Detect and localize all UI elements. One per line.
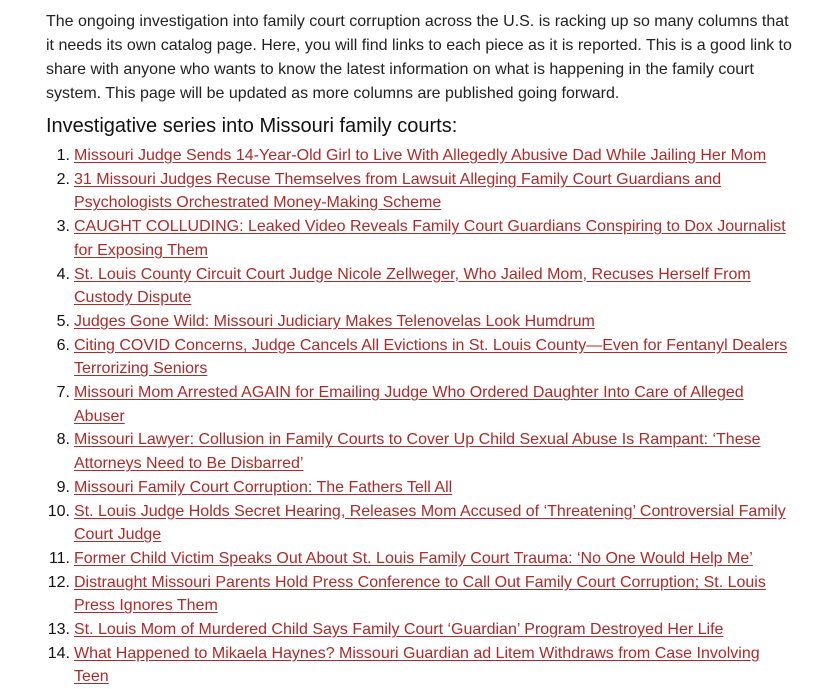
article-link-10[interactable]: St. Louis Judge Holds Secret Hearing, Releases Mom Accused of ‘Threatening’ Controversial Family Court Judge xyxy=(74,502,786,544)
list-number: 9. xyxy=(56,478,70,496)
list-number: 2. xyxy=(56,170,70,188)
list-item xyxy=(46,334,796,381)
intro-paragraph: The ongoing investigation into family court corruption across the U.S. is racking up so many columns that it needs its own catalog page. Here, you will find links to each piece as it is reported. This is a good link to share with anyone who wants to know the latest information on what is happening in the family court system. This page will be updated as more columns are published going forward. xyxy=(46,13,792,102)
list-number: 1. xyxy=(56,147,70,164)
article-link-9[interactable]: Missouri Family Court Corruption: The Fathers Tell All xyxy=(74,478,453,496)
list-number: 5. xyxy=(56,312,70,330)
list-number: 14. xyxy=(47,644,70,662)
article-link-3[interactable]: CAUGHT COLLUDING: Leaked Video Reveals Family Court Guardians Conspiring to Dox Journalist for Exposing Them xyxy=(74,218,786,259)
list-number: 12. xyxy=(47,573,70,591)
list-item xyxy=(46,618,796,642)
list-item xyxy=(46,571,796,618)
list-number: 10. xyxy=(47,502,70,520)
article-link-1[interactable]: Missouri Judge Sends 14-Year-Old Girl to Live With Allegedly Abusive Dad While Jailing Her Mom xyxy=(74,147,767,164)
list-item xyxy=(46,428,796,475)
article-link-8[interactable]: Missouri Lawyer: Collusion in Family Courts to Cover Up Child Sexual Abuse Is Rampant: ‘These Attorneys Need to Be Disbarred’ xyxy=(74,431,761,473)
list-item xyxy=(46,310,796,334)
article-link-5[interactable]: Judges Gone Wild: Missouri Judiciary Makes Telenovelas Look Humdrum xyxy=(74,312,595,330)
list-number: 3. xyxy=(56,218,70,236)
list-number: 13. xyxy=(47,621,70,639)
list-number: 8. xyxy=(56,431,70,449)
list-number: 7. xyxy=(56,384,70,402)
list-item xyxy=(46,215,796,262)
article-link-7[interactable]: Missouri Mom Arrested AGAIN for Emailing Judge Who Ordered Daughter Into Care of Alleged Abuser xyxy=(74,384,744,425)
article-list xyxy=(46,144,796,689)
article-body xyxy=(46,10,796,689)
article-link-2[interactable]: 31 Missouri Judges Recuse Themselves from Lawsuit Alleging Family Court Guardians and Psychologists Orchestrated Money-Making Scheme xyxy=(74,170,722,212)
list-item xyxy=(46,500,796,547)
list-item xyxy=(46,381,796,428)
list-number: 6. xyxy=(56,336,70,354)
list-number: 4. xyxy=(56,265,70,283)
list-item xyxy=(46,144,796,168)
article-link-13[interactable]: St. Louis Mom of Murdered Child Says Family Court ‘Guardian’ Program Destroyed Her Life xyxy=(74,621,724,639)
article-link-14[interactable]: What Happened to Mikaela Haynes? Missouri Guardian ad Litem Withdraws from Case Involving Teen xyxy=(74,644,760,686)
list-item xyxy=(46,168,796,215)
list-item xyxy=(46,547,796,571)
article-link-4[interactable]: St. Louis County Circuit Court Judge Nicole Zellweger, Who Jailed Mom, Recuses Herself From Custody Dispute xyxy=(74,265,751,307)
list-number: 11. xyxy=(48,549,70,567)
article-link-6[interactable]: Citing COVID Concerns, Judge Cancels All Evictions in St. Louis County—Even for Fentanyl Dealers Terrorizing Seniors xyxy=(74,336,788,378)
list-item xyxy=(46,642,796,689)
list-item xyxy=(46,476,796,500)
section-heading: Investigative series into Missouri family courts: xyxy=(46,115,458,137)
list-item xyxy=(46,263,796,310)
article-link-11[interactable]: Former Child Victim Speaks Out About St. Louis Family Court Trauma: ‘No One Would Help Me’ xyxy=(74,549,753,567)
article-link-12[interactable]: Distraught Missouri Parents Hold Press Conference to Call Out Family Court Corruption; St. Louis Press Ignores Them xyxy=(74,573,766,615)
